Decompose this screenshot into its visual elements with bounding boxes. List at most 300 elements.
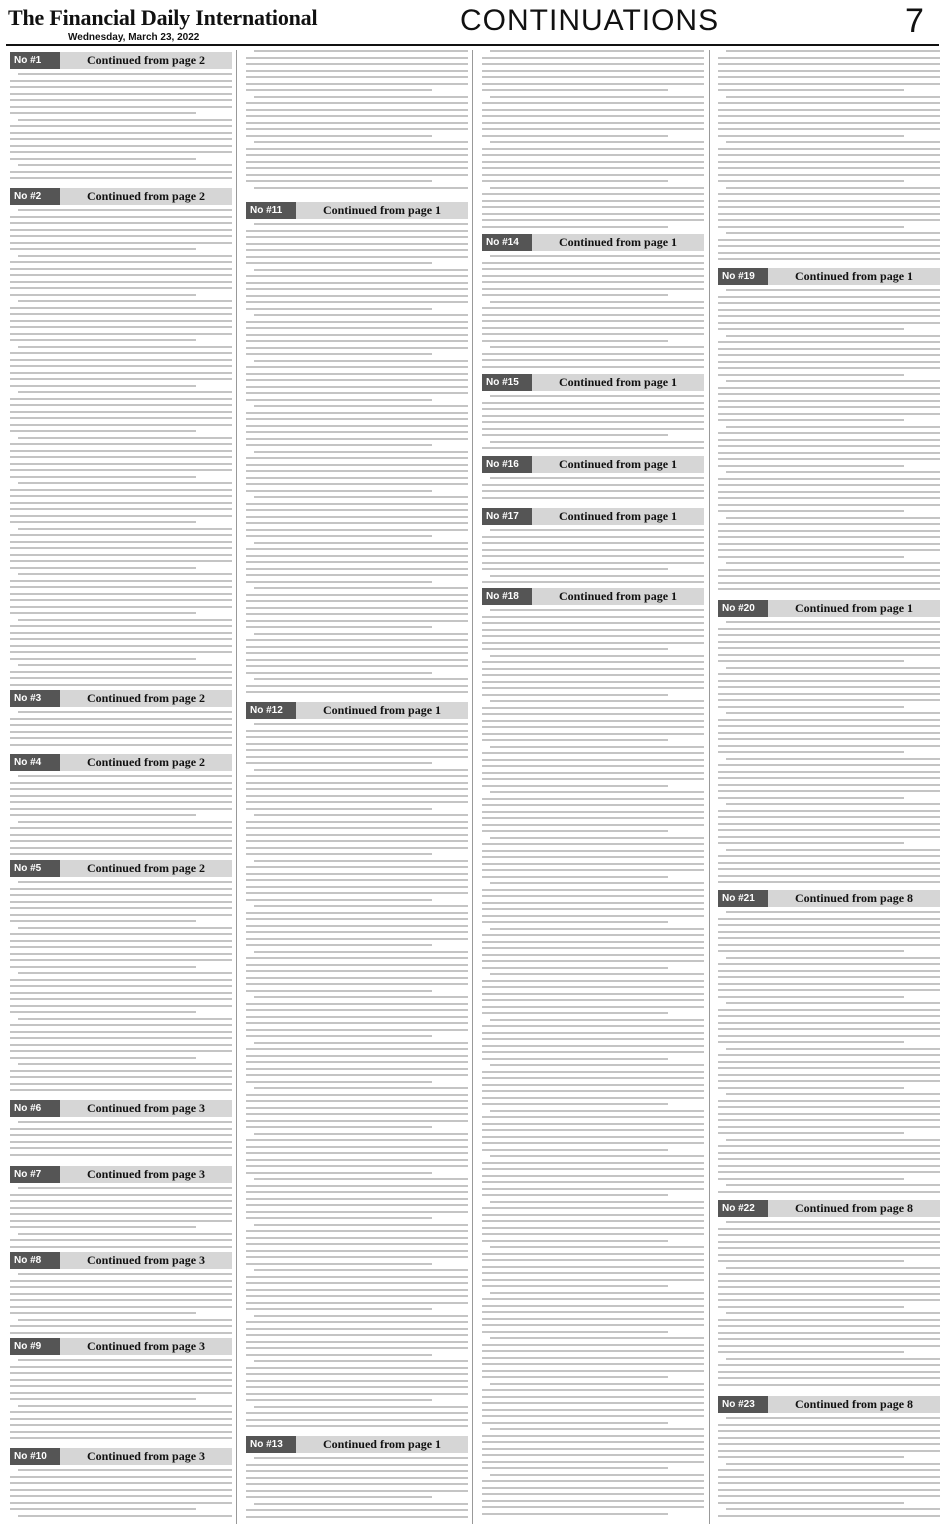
- text-line: [246, 808, 432, 810]
- text-line: [10, 1194, 232, 1196]
- text-line: [10, 632, 232, 634]
- text-line: [10, 378, 232, 380]
- text-line: [10, 521, 196, 523]
- text-line: [246, 1165, 468, 1167]
- text-line: [718, 530, 940, 532]
- text-line: [482, 824, 704, 826]
- text-line: [718, 1456, 904, 1458]
- text-line: [718, 1028, 940, 1030]
- text-line: [718, 989, 940, 991]
- text-line: [482, 1448, 704, 1450]
- text-line: [10, 1220, 232, 1222]
- text-line: [10, 612, 196, 614]
- text-line: [718, 582, 940, 584]
- text-line: [10, 788, 232, 790]
- text-line: [10, 112, 196, 114]
- text-line: [10, 1031, 232, 1033]
- text-line: [246, 470, 468, 472]
- text-line: [10, 1280, 232, 1282]
- issue-date: Wednesday, March 23, 2022: [68, 32, 200, 43]
- text-line: [246, 1152, 468, 1154]
- article-text: [718, 285, 940, 590]
- text-line: [10, 216, 232, 218]
- text-line: [10, 638, 232, 640]
- text-line: [482, 772, 704, 774]
- text-line: [10, 671, 232, 673]
- text-line: [10, 1508, 196, 1510]
- text-line: [482, 733, 704, 735]
- text-line: [246, 70, 468, 72]
- article-text: [482, 605, 704, 1515]
- text-line: [10, 1502, 232, 1504]
- continuation-header: [10, 690, 232, 707]
- text-line: [246, 1367, 468, 1369]
- text-line: [726, 712, 940, 714]
- text-line: [726, 1048, 940, 1050]
- text-line: [246, 516, 468, 518]
- text-line: [246, 483, 468, 485]
- text-line: [246, 853, 432, 855]
- text-line: [482, 726, 704, 728]
- text-line: [482, 262, 704, 264]
- text-line: [718, 829, 940, 831]
- text-line: [254, 1224, 468, 1226]
- text-line: [10, 1306, 232, 1308]
- text-line: [718, 174, 940, 176]
- text-line: [482, 434, 668, 436]
- text-line: [490, 1246, 704, 1248]
- text-line: [10, 998, 232, 1000]
- text-line: [10, 1385, 232, 1387]
- text-line: [246, 412, 468, 414]
- text-line: [718, 680, 940, 682]
- text-line: [10, 744, 232, 746]
- continuation-header: [718, 600, 940, 617]
- text-line: [718, 1476, 940, 1478]
- text-line: [718, 1054, 940, 1056]
- text-line: [718, 937, 940, 939]
- text-line: [246, 762, 432, 764]
- text-line: [246, 581, 432, 583]
- text-line: [482, 340, 668, 342]
- text-line: [246, 1016, 468, 1018]
- text-line: [718, 128, 940, 130]
- text-line: [246, 892, 468, 894]
- text-line: [482, 549, 704, 551]
- continuation-number: No #21: [718, 890, 768, 907]
- text-line: [246, 535, 432, 537]
- text-line: [718, 970, 940, 972]
- text-line: [246, 1237, 468, 1239]
- text-line: [482, 1188, 704, 1190]
- text-line: [482, 876, 668, 878]
- text-line: [246, 1470, 468, 1472]
- continuation-title: Continued from page 2: [60, 690, 232, 707]
- continuation-header: [10, 754, 232, 771]
- text-line: [482, 850, 704, 852]
- text-line: [10, 463, 232, 465]
- text-line: [10, 1076, 232, 1078]
- text-line: [718, 478, 940, 480]
- text-line: [246, 1139, 468, 1141]
- text-line: [246, 392, 468, 394]
- text-line: [482, 785, 668, 787]
- article-text: [246, 50, 468, 198]
- text-line: [246, 1048, 468, 1050]
- text-line: [482, 986, 704, 988]
- text-line: [10, 586, 232, 588]
- text-line: [482, 713, 704, 715]
- text-line: [718, 1087, 904, 1089]
- text-line: [482, 1487, 704, 1489]
- continuation-title: Continued from page 1: [296, 702, 468, 719]
- column-divider: [472, 50, 473, 1524]
- text-line: [718, 361, 940, 363]
- text-line: [10, 1207, 232, 1209]
- continuation-title: Continued from page 2: [60, 860, 232, 877]
- continuation-block: [246, 1436, 468, 1524]
- text-line: [482, 993, 704, 995]
- text-line: [482, 967, 668, 969]
- text-line: [482, 83, 704, 85]
- continuation-number: No #23: [718, 1396, 768, 1413]
- article-text: [10, 205, 232, 686]
- text-line: [482, 1363, 704, 1365]
- text-line: [718, 983, 940, 985]
- text-line: [726, 187, 940, 189]
- text-line: [10, 1489, 232, 1491]
- article-text: [246, 1453, 468, 1518]
- text-line: [246, 236, 468, 238]
- text-line: [718, 193, 940, 195]
- text-line: [18, 821, 232, 823]
- text-line: [482, 275, 704, 277]
- column-2: [246, 50, 468, 1524]
- text-line: [10, 534, 232, 536]
- text-line: [482, 1409, 704, 1411]
- continuation-title: Continued from page 1: [296, 202, 468, 219]
- text-line: [726, 1221, 940, 1223]
- text-line: [482, 915, 704, 917]
- text-line: [246, 109, 468, 111]
- text-line: [246, 1289, 468, 1291]
- text-line: [254, 141, 468, 143]
- text-line: [482, 128, 704, 130]
- text-line: [18, 1273, 232, 1275]
- text-line: [246, 1328, 468, 1330]
- text-line: [726, 562, 940, 564]
- text-line: [490, 1383, 704, 1385]
- text-line: [482, 1435, 704, 1437]
- continuation-number: No #18: [482, 588, 532, 605]
- text-line: [246, 1483, 468, 1485]
- continuation-block: [10, 1252, 232, 1338]
- text-line: [246, 321, 468, 323]
- text-line: [246, 775, 468, 777]
- text-line: [482, 752, 704, 754]
- text-line: [10, 907, 232, 909]
- text-line: [10, 933, 232, 935]
- text-line: [246, 568, 468, 570]
- text-line: [718, 924, 940, 926]
- text-line: [726, 667, 940, 669]
- text-line: [718, 868, 940, 870]
- text-line: [718, 465, 904, 467]
- text-line: [10, 801, 232, 803]
- text-line: [254, 1133, 468, 1135]
- text-line: [18, 664, 232, 666]
- continuation-number: No #7: [10, 1166, 60, 1183]
- text-line: [10, 724, 232, 726]
- continuation-header: [482, 456, 704, 473]
- text-line: [482, 1376, 668, 1378]
- text-line: [482, 1389, 704, 1391]
- text-line: [246, 83, 468, 85]
- text-line: [482, 1402, 704, 1404]
- text-line: [718, 1126, 940, 1128]
- text-line: [254, 96, 468, 98]
- text-line: [18, 300, 232, 302]
- text-line: [718, 1067, 940, 1069]
- text-line: [482, 1259, 704, 1261]
- text-line: [718, 790, 940, 792]
- text-line: [246, 1003, 468, 1005]
- text-line: [482, 817, 704, 819]
- text-line: [254, 542, 468, 544]
- text-line: [482, 739, 668, 741]
- text-line: [246, 1094, 468, 1096]
- text-line: [482, 115, 704, 117]
- text-line: [482, 542, 704, 544]
- text-line: [718, 862, 940, 864]
- text-line: [718, 309, 940, 311]
- text-line: [718, 226, 904, 228]
- text-line: [718, 1338, 940, 1340]
- text-line: [246, 659, 468, 661]
- text-line: [482, 1220, 704, 1222]
- text-line: [10, 274, 232, 276]
- text-line: [246, 379, 468, 381]
- text-line: [482, 1344, 704, 1346]
- text-line: [246, 977, 468, 979]
- article-text: [10, 1465, 232, 1517]
- text-line: [490, 96, 704, 98]
- text-line: [482, 415, 704, 417]
- text-line: [18, 482, 232, 484]
- text-line: [10, 658, 196, 660]
- text-line: [246, 1100, 468, 1102]
- text-line: [254, 905, 468, 907]
- continuation-title: Continued from page 3: [60, 1448, 232, 1465]
- text-line: [726, 1093, 940, 1095]
- text-line: [482, 1422, 668, 1424]
- text-line: [254, 187, 468, 189]
- text-line: [718, 660, 904, 662]
- text-line: [10, 443, 232, 445]
- text-line: [482, 281, 704, 283]
- continuation-block: [718, 600, 940, 890]
- continuation-number: No #16: [482, 456, 532, 473]
- text-line: [246, 756, 468, 758]
- text-line: [18, 881, 232, 883]
- text-line: [718, 1061, 940, 1063]
- text-line: [718, 1041, 904, 1043]
- text-line: [718, 206, 940, 208]
- text-line: [718, 699, 940, 701]
- text-line: [246, 691, 468, 693]
- text-line: [10, 1312, 196, 1314]
- text-line: [718, 816, 940, 818]
- text-line: [718, 536, 940, 538]
- text-line: [718, 1022, 940, 1024]
- continuation-block: [10, 52, 232, 188]
- text-line: [490, 529, 704, 531]
- text-line: [482, 804, 704, 806]
- continuation-title: Continued from page 2: [60, 754, 232, 771]
- continuation-title: Continued from page 1: [532, 234, 704, 251]
- text-line: [482, 1058, 668, 1060]
- text-line: [482, 648, 668, 650]
- text-line: [482, 102, 704, 104]
- text-line: [482, 174, 704, 176]
- text-line: [246, 431, 468, 433]
- text-line: [482, 1461, 704, 1463]
- text-line: [726, 96, 940, 98]
- text-line: [246, 899, 432, 901]
- text-line: [246, 866, 468, 868]
- text-line: [246, 167, 468, 169]
- text-line: [482, 1506, 704, 1508]
- text-line: [10, 99, 232, 101]
- text-line: [246, 102, 468, 104]
- text-line: [254, 951, 468, 953]
- text-line: [718, 200, 940, 202]
- text-line: [10, 853, 232, 855]
- column-1: [10, 50, 232, 1524]
- text-line: [10, 261, 232, 263]
- text-line: [18, 164, 232, 166]
- article-text: [482, 473, 704, 499]
- text-line: [718, 252, 940, 254]
- text-line: [482, 1311, 704, 1313]
- text-line: [718, 1364, 940, 1366]
- text-line: [718, 1145, 940, 1147]
- text-line: [246, 340, 468, 342]
- text-line: [246, 230, 468, 232]
- continuation-title: Continued from page 3: [60, 1252, 232, 1269]
- text-line: [246, 503, 468, 505]
- article-text: [482, 251, 704, 368]
- text-line: [18, 619, 232, 621]
- text-line: [718, 784, 940, 786]
- text-line: [246, 685, 468, 687]
- text-line: [482, 869, 704, 871]
- text-line: [718, 328, 904, 330]
- text-line: [246, 399, 432, 401]
- text-line: [718, 1286, 940, 1288]
- text-line: [718, 432, 940, 434]
- continuation-header: [10, 52, 232, 69]
- text-line: [246, 1380, 468, 1382]
- continuation-block: [10, 1166, 232, 1252]
- text-line: [482, 135, 668, 137]
- continuation-block: [10, 1448, 232, 1524]
- text-line: [718, 1234, 940, 1236]
- text-line: [726, 1508, 940, 1510]
- text-line: [10, 914, 232, 916]
- text-line: [490, 1201, 704, 1203]
- text-line: [482, 421, 704, 423]
- text-line: [246, 555, 468, 557]
- text-line: [246, 1191, 468, 1193]
- continuation-block: [482, 508, 704, 588]
- text-line: [490, 700, 704, 702]
- text-line: [490, 655, 704, 657]
- text-line: [246, 1068, 468, 1070]
- text-line: [10, 580, 232, 582]
- text-line: [10, 1398, 196, 1400]
- text-line: [482, 402, 704, 404]
- text-line: [10, 287, 232, 289]
- text-line: [18, 391, 232, 393]
- text-line: [246, 76, 468, 78]
- text-line: [482, 568, 668, 570]
- continuation-title: Continued from page 1: [532, 374, 704, 391]
- text-line: [246, 1211, 468, 1213]
- text-line: [246, 626, 432, 628]
- text-line: [10, 145, 232, 147]
- text-line: [246, 1022, 468, 1024]
- text-line: [246, 879, 468, 881]
- continuation-header: [718, 268, 940, 285]
- continuation-number: No #10: [10, 1448, 60, 1465]
- text-line: [246, 730, 468, 732]
- text-line: [246, 847, 468, 849]
- text-line: [246, 665, 468, 667]
- text-line: [718, 406, 940, 408]
- text-line: [482, 193, 704, 195]
- text-line: [726, 335, 940, 337]
- text-line: [254, 814, 468, 816]
- text-line: [246, 1120, 468, 1122]
- text-line: [10, 554, 232, 556]
- text-line: [18, 1187, 232, 1189]
- text-line: [718, 1254, 940, 1256]
- text-line: [718, 504, 940, 506]
- text-line: [726, 1002, 940, 1004]
- text-line: [10, 1286, 232, 1288]
- article-text: [482, 391, 704, 449]
- text-line: [718, 115, 940, 117]
- text-line: [18, 437, 232, 439]
- text-line: [726, 289, 940, 291]
- text-line: [718, 400, 940, 402]
- text-line: [482, 1324, 704, 1326]
- text-line: [482, 1162, 704, 1164]
- text-line: [246, 1477, 468, 1479]
- text-line: [246, 334, 468, 336]
- article-text: [10, 707, 232, 746]
- column-divider: [709, 50, 710, 1524]
- text-line: [10, 80, 232, 82]
- text-line: [246, 243, 468, 245]
- text-line: [246, 509, 468, 511]
- text-line: [482, 89, 668, 91]
- text-line: [10, 502, 232, 504]
- text-line: [482, 213, 704, 215]
- text-line: [482, 122, 704, 124]
- article-text: [718, 617, 940, 883]
